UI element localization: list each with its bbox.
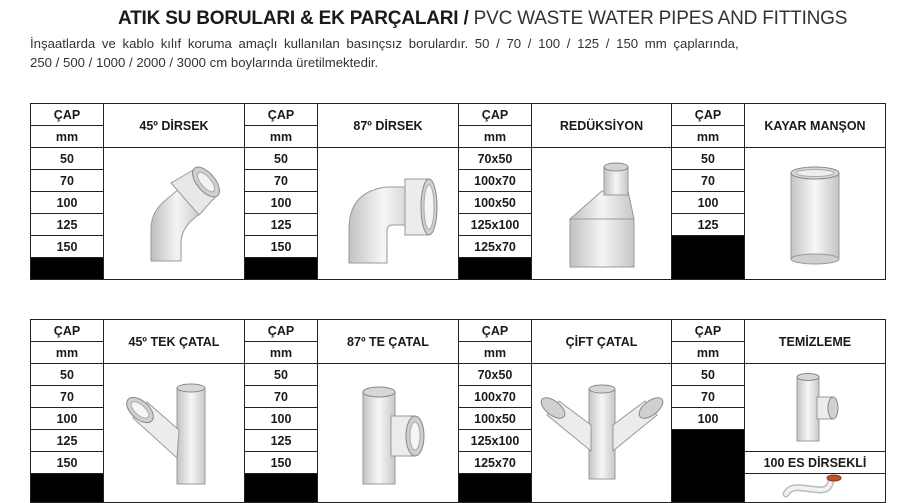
size-cell: 100 [31, 408, 104, 430]
size-cell: 70 [245, 170, 318, 192]
size-cell: 150 [31, 452, 104, 474]
size-cell: 70 [672, 170, 745, 192]
page-title [118, 8, 847, 30]
elbow-87-icon [333, 159, 443, 269]
sliding-coupling-icon [775, 159, 855, 269]
elbow-45-image [104, 148, 245, 280]
product-name-cleanout: TEMİZLEME [745, 320, 886, 364]
elbow-87-image [318, 148, 459, 280]
tee-87-image [318, 364, 459, 503]
size-cell: 125x70 [459, 236, 532, 258]
cap-header: ÇAP [31, 320, 104, 342]
size-cell: 70x50 [459, 364, 532, 386]
cap-header: ÇAP [459, 104, 532, 126]
mm-header: mm [672, 342, 745, 364]
elbow-45-icon [119, 159, 229, 269]
size-cell: 125 [31, 430, 104, 452]
size-cell: 125 [245, 214, 318, 236]
product-name-45-y-branch: 45º TEK ÇATAL [104, 320, 245, 364]
size-cell: 70 [245, 386, 318, 408]
empty-black-cell [459, 474, 532, 503]
description-line-2: 250 / 500 / 1000 / 2000 / 3000 cm boylarında üretilmektedir. [30, 55, 379, 70]
size-cell: 70x50 [459, 148, 532, 170]
size-cell: 50 [245, 364, 318, 386]
mm-header: mm [459, 342, 532, 364]
product-name-trap-elbow: 100 ES DİRSEKLİ [745, 452, 886, 474]
empty-black-cell [459, 258, 532, 280]
description-line-1: İnşaatlarda ve kablo kılıf koruma amaçlı kullanılan basınçsız borulardır. 50 / 70 / 100 / 125 / 150 mm çaplarında, [30, 36, 739, 51]
product-name-87-tee: 87º TE ÇATAL [318, 320, 459, 364]
y-branch-45-icon [119, 378, 229, 488]
size-cell: 125x70 [459, 452, 532, 474]
reducer-image [532, 148, 672, 280]
y-branch-45-image [104, 364, 245, 503]
trap-elbow-image [745, 474, 886, 503]
size-cell: 50 [31, 364, 104, 386]
cap-header: ÇAP [672, 104, 745, 126]
size-cell: 150 [31, 236, 104, 258]
size-cell: 100x70 [459, 386, 532, 408]
cap-header: ÇAP [672, 320, 745, 342]
size-cell: 100 [245, 408, 318, 430]
size-cell: 125 [245, 430, 318, 452]
size-cell: 150 [245, 236, 318, 258]
title-tr: ATIK SU BORULARI & EK PARÇALARI / [118, 8, 469, 29]
empty-black-cell [245, 258, 318, 280]
empty-black-cell [672, 430, 745, 503]
mm-header: mm [31, 342, 104, 364]
size-cell: 125x100 [459, 214, 532, 236]
size-cell: 50 [672, 148, 745, 170]
size-cell: 100x50 [459, 192, 532, 214]
double-branch-image [532, 364, 672, 503]
reducer-icon [552, 157, 652, 271]
product-name-double-branch: ÇİFT ÇATAL [532, 320, 672, 364]
empty-black-cell [672, 236, 745, 280]
fittings-table-1 [30, 103, 886, 280]
size-cell: 50 [31, 148, 104, 170]
sliding-coupling-image [745, 148, 886, 280]
mm-header: mm [31, 126, 104, 148]
mm-header: mm [459, 126, 532, 148]
title-en: PVC WASTE WATER PIPES AND FITTINGS [473, 8, 848, 29]
tee-87-icon [333, 378, 443, 488]
trap-elbow-icon [780, 474, 850, 502]
size-cell: 125 [31, 214, 104, 236]
empty-black-cell [31, 474, 104, 503]
product-name-sliding-coupling: KAYAR MANŞON [745, 104, 886, 148]
fittings-table-2 [30, 319, 886, 503]
size-cell: 70 [31, 386, 104, 408]
size-cell: 125x100 [459, 430, 532, 452]
size-cell: 70 [672, 386, 745, 408]
size-cell: 70 [31, 170, 104, 192]
size-cell: 100 [245, 192, 318, 214]
size-cell: 125 [672, 214, 745, 236]
cap-header: ÇAP [245, 320, 318, 342]
size-cell: 50 [672, 364, 745, 386]
empty-black-cell [245, 474, 318, 503]
product-name-reducer: REDÜKSİYON [532, 104, 672, 148]
size-cell: 100 [672, 408, 745, 430]
size-cell: 50 [245, 148, 318, 170]
size-cell: 100x70 [459, 170, 532, 192]
product-name-45-elbow: 45º DİRSEK [104, 104, 245, 148]
cap-header: ÇAP [459, 320, 532, 342]
double-branch-icon [537, 383, 667, 483]
mm-header: mm [245, 342, 318, 364]
empty-black-cell [31, 258, 104, 280]
cleanout-icon [775, 371, 855, 445]
product-name-87-elbow: 87º DİRSEK [318, 104, 459, 148]
size-cell: 150 [245, 452, 318, 474]
mm-header: mm [672, 126, 745, 148]
mm-header: mm [245, 126, 318, 148]
size-cell: 100 [31, 192, 104, 214]
cleanout-image [745, 364, 886, 452]
size-cell: 100x50 [459, 408, 532, 430]
cap-header: ÇAP [31, 104, 104, 126]
size-cell: 100 [672, 192, 745, 214]
cap-header: ÇAP [245, 104, 318, 126]
